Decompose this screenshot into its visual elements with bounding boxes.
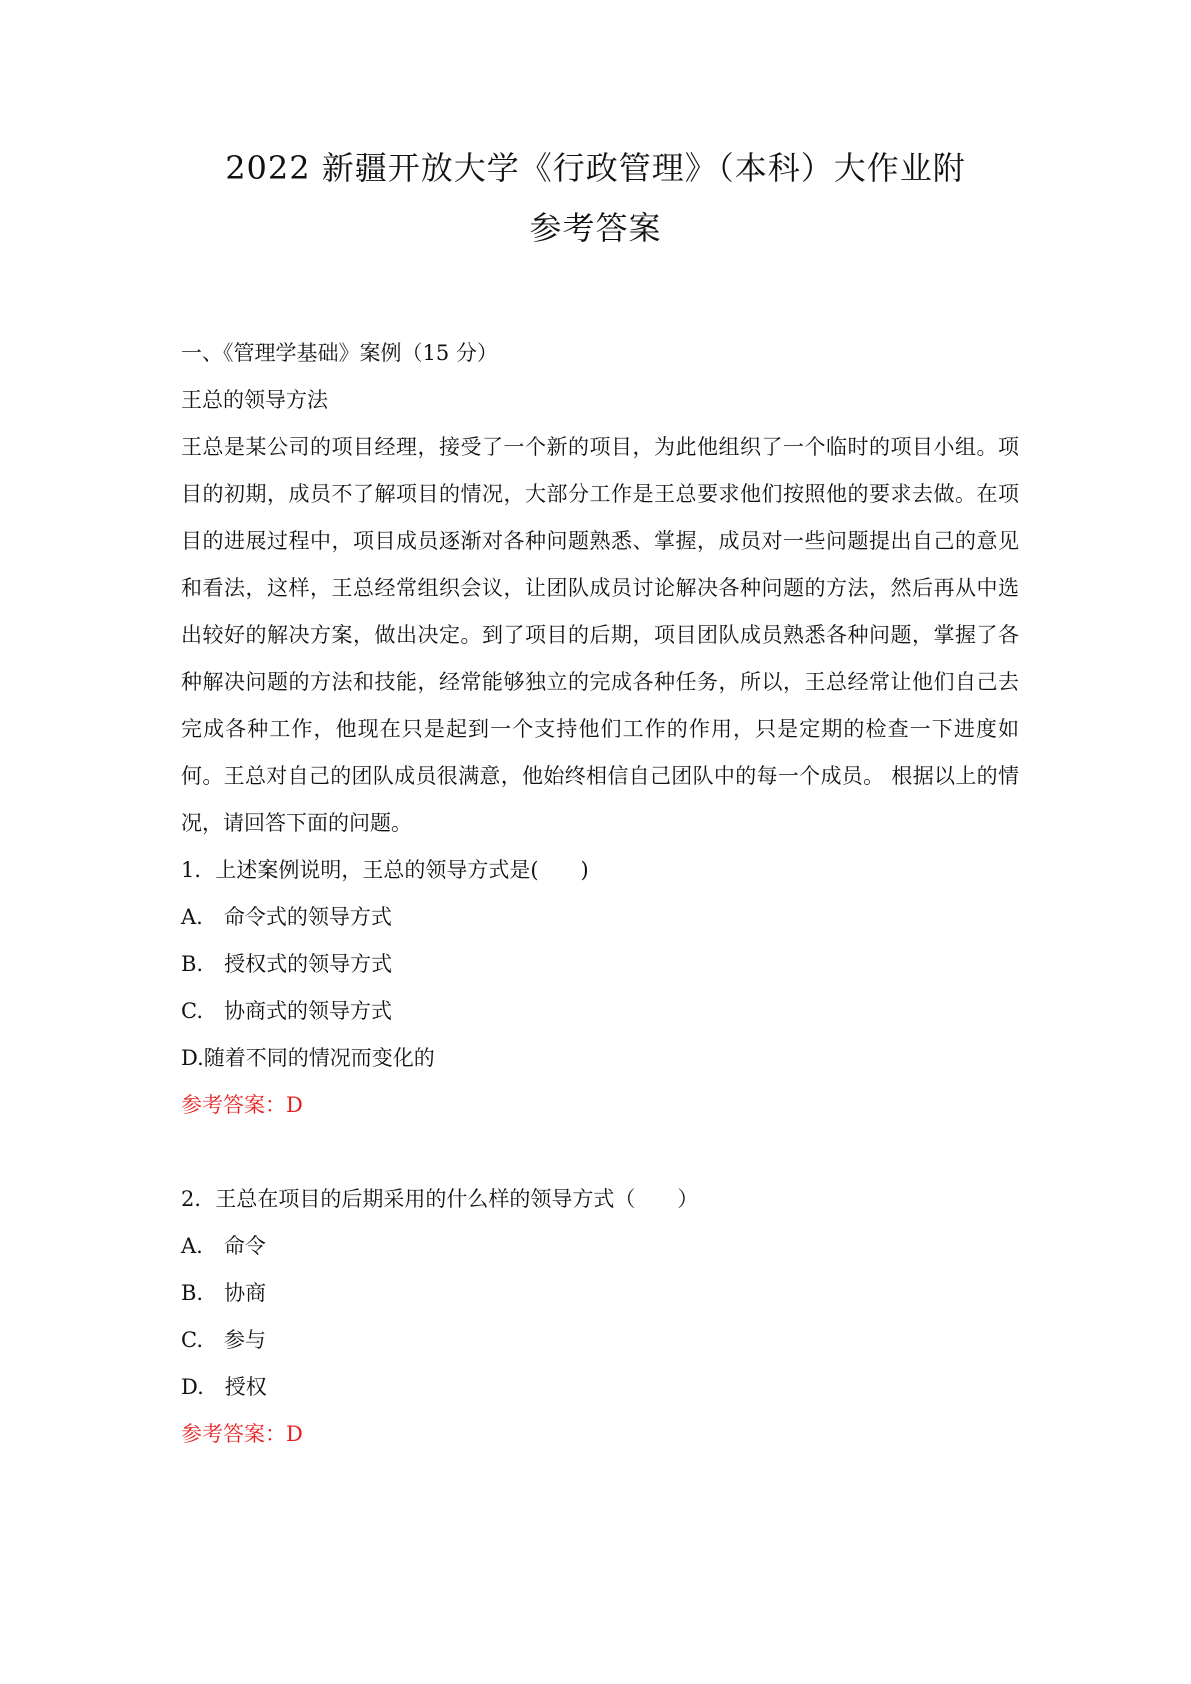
- question-2: [181, 1176, 1021, 1458]
- document-title: [0, 138, 1191, 258]
- option-c: C. 协商式的领导方式: [181, 999, 392, 1023]
- spacer: [181, 1129, 1021, 1176]
- title-line-2: 参考答案: [529, 209, 662, 247]
- section-heading: 一、《管理学基础》案例（15 分）: [181, 341, 498, 365]
- title-line-1: 2022 新疆开放大学《行政管理》（本科）大作业附: [225, 149, 966, 187]
- question-stem: 2．王总在项目的后期采用的什么样的领导方式（ ）: [181, 1187, 699, 1211]
- option-b: B. 协商: [181, 1281, 267, 1305]
- option-d: D.随着不同的情况而变化的: [181, 1046, 435, 1070]
- question-stem: 1．上述案例说明，王总的领导方式是( ): [181, 858, 589, 882]
- case-title: 王总的领导方法: [181, 388, 328, 412]
- option-c: C. 参与: [181, 1328, 266, 1352]
- question-1: [181, 847, 1021, 1129]
- option-b: B. 授权式的领导方式: [181, 952, 393, 976]
- document-body: [181, 330, 1021, 1458]
- option-a: A. 命令式的领导方式: [181, 905, 392, 929]
- answer-text: 参考答案：D: [181, 1093, 303, 1117]
- option-a: A. 命令: [181, 1234, 266, 1258]
- answer-text: 参考答案：D: [181, 1422, 303, 1446]
- case-paragraph: 王总是某公司的项目经理，接受了一个新的项目，为此他组织了一个临时的项目小组。项目的初期，成员不了解项目的情况，大部分工作是王总要求他们按照他的要求去做。在项目的进展过程中，项目成员逐渐对各种问题熟悉、掌握，成员对一些问题提出自己的意见和看法，这样，王总经常组织会议，让团队成员讨论解决各种问题的方法，然后再从中选出较好的解决方案，做出决定。到了项目的后期，项目团队成员熟悉各种问题，掌握了各种解决问题的方法和技能，经常能够独立的完成各种任务，所以，王总经常让他们自己去完成各种工作，他现在只是起到一个支持他们工作的作用，只是定期的检查一下进度如何。王总对自己的团队成员很满意，他始终相信自己团队中的每一个成员。 根据以上的情况，请回答下面的问题。: [181, 435, 1019, 835]
- option-d: D. 授权: [181, 1375, 267, 1399]
